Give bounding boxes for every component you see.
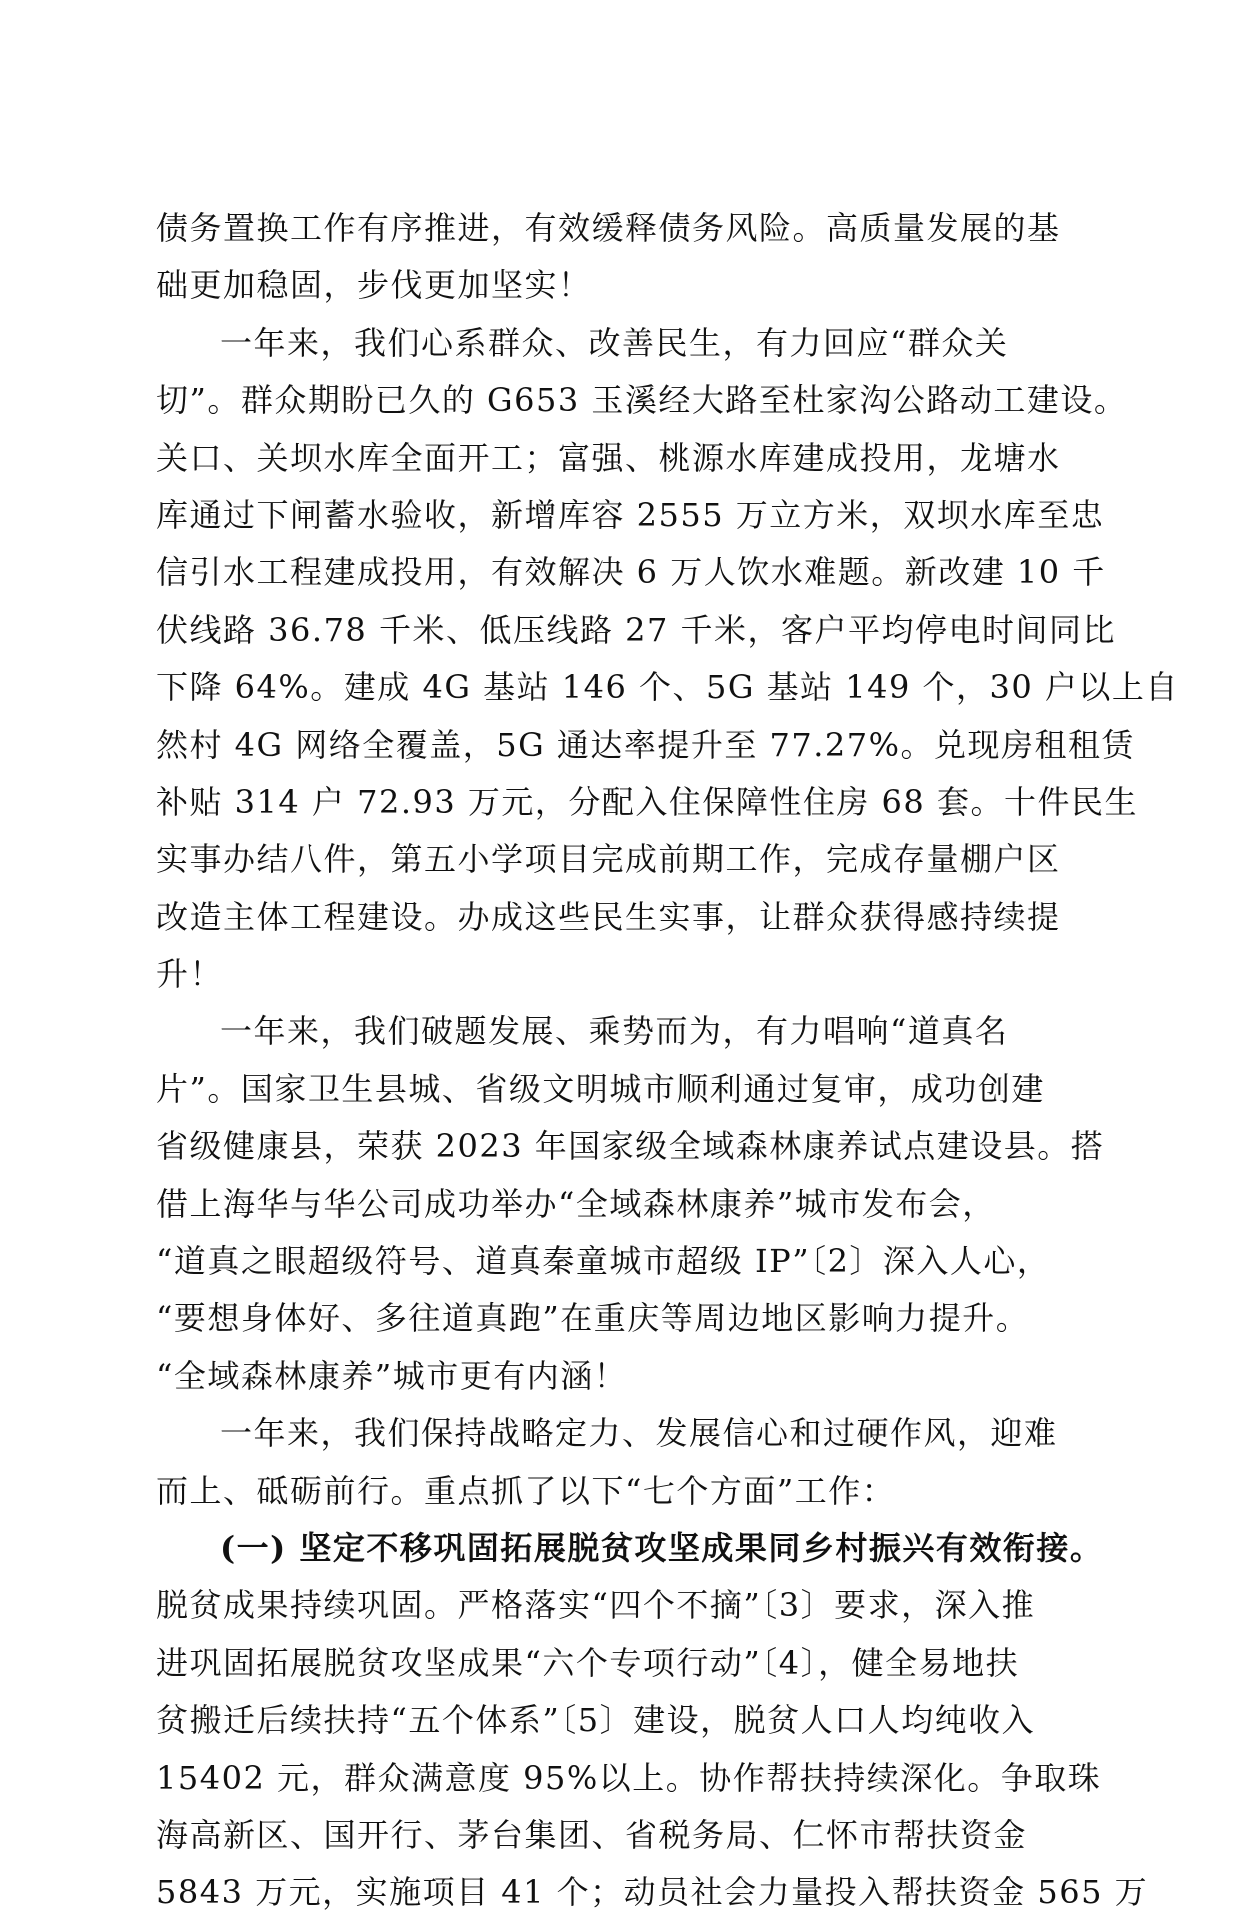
text-line: 库通过下闸蓄水验收，新增库容 2555 万立方米，双坝水库至忠 — [156, 495, 1105, 534]
text-line: 脱贫成果持续巩固。严格落实“四个不摘”〔3〕要求，深入推 — [156, 1586, 1036, 1625]
text-line: 信引水工程建成投用，有效解决 6 万人饮水难题。新改建 10 千 — [156, 553, 1106, 592]
section-heading-line: (一) 坚定不移巩固拓展脱贫攻坚成果同乡村振兴有效衔接。 — [220, 1528, 1104, 1567]
text-line: 5843 万元，实施项目 41 个；动员社会力量投入帮扶资金 565 万 — [156, 1873, 1149, 1912]
text-line: “道真之眼超级符号、道真秦童城市超级 IP”〔2〕深入人心， — [156, 1242, 1051, 1281]
text-line: 贫搬迁后续扶持“五个体系”〔5〕建设，脱贫人口人均纯收入 — [156, 1701, 1036, 1740]
text-line: “全域森林康养”城市更有内涵！ — [156, 1356, 628, 1395]
text-line: 省级健康县，荣获 2023 年国家级全域森林康养试点建设县。搭 — [156, 1127, 1105, 1166]
text-line: 债务置换工作有序推进，有效缓释债务风险。高质量发展的基 — [156, 209, 1061, 247]
text-line: 片”。国家卫生县城、省级文明城市顺利通过复审，成功创建 — [156, 1069, 1045, 1108]
paragraph-start-line: 一年来，我们保持战略定力、发展信心和过硬作风，迎难 — [220, 1414, 1058, 1453]
text-line: 伏线路 36.78 千米、低压线路 27 千米，客户平均停电时间同比 — [156, 610, 1117, 649]
text-line: 升！ — [156, 955, 224, 994]
text-line: 下降 64%。建成 4G 基站 146 个、5G 基站 149 个，30 户以上自 — [156, 668, 1179, 707]
text-line: 关口、关坝水库全面开工；富强、桃源水库建成投用，龙塘水 — [156, 438, 1061, 477]
text-line: 借上海华与华公司成功举办“全域森林康养”城市发布会， — [156, 1184, 996, 1223]
paragraph-start-line: 一年来，我们破题发展、乘势而为，有力唱响“道真名 — [220, 1012, 1009, 1051]
text-line: 海高新区、国开行、茅台集团、省税务局、仁怀市帮扶资金 — [156, 1815, 1028, 1854]
text-line: 实事办结八件，第五小学项目完成前期工作，完成存量棚户区 — [156, 840, 1061, 879]
text-line: 然村 4G 网络全覆盖，5G 通达率提升至 77.27%。兑现房租租赁 — [156, 725, 1136, 764]
document-body — [156, 200, 1179, 1922]
text-line: 进巩固拓展脱贫攻坚成果“六个专项行动”〔4〕，健全易地扶 — [156, 1643, 1020, 1682]
text-line: 补贴 314 户 72.93 万元，分配入住保障性住房 68 套。十件民生 — [156, 782, 1138, 821]
text-line: 改造主体工程建设。办成这些民生实事，让群众获得感持续提 — [156, 897, 1061, 936]
text-line: 切”。群众期盼已久的 G653 玉溪经大路至杜家沟公路动工建设。 — [156, 381, 1128, 420]
text-line: 15402 元，群众满意度 95%以上。协作帮扶持续深化。争取珠 — [156, 1758, 1102, 1797]
text-line: 而上、砥砺前行。重点抓了以下“七个方面”工作： — [156, 1471, 896, 1510]
paragraph-start-line: 一年来，我们心系群众、改善民生，有力回应“群众关 — [220, 323, 1009, 362]
text-line: 础更加稳固，步伐更加坚实！ — [156, 266, 592, 305]
text-line: “要想身体好、多往道真跑”在重庆等周边地区影响力提升。 — [156, 1299, 1030, 1338]
